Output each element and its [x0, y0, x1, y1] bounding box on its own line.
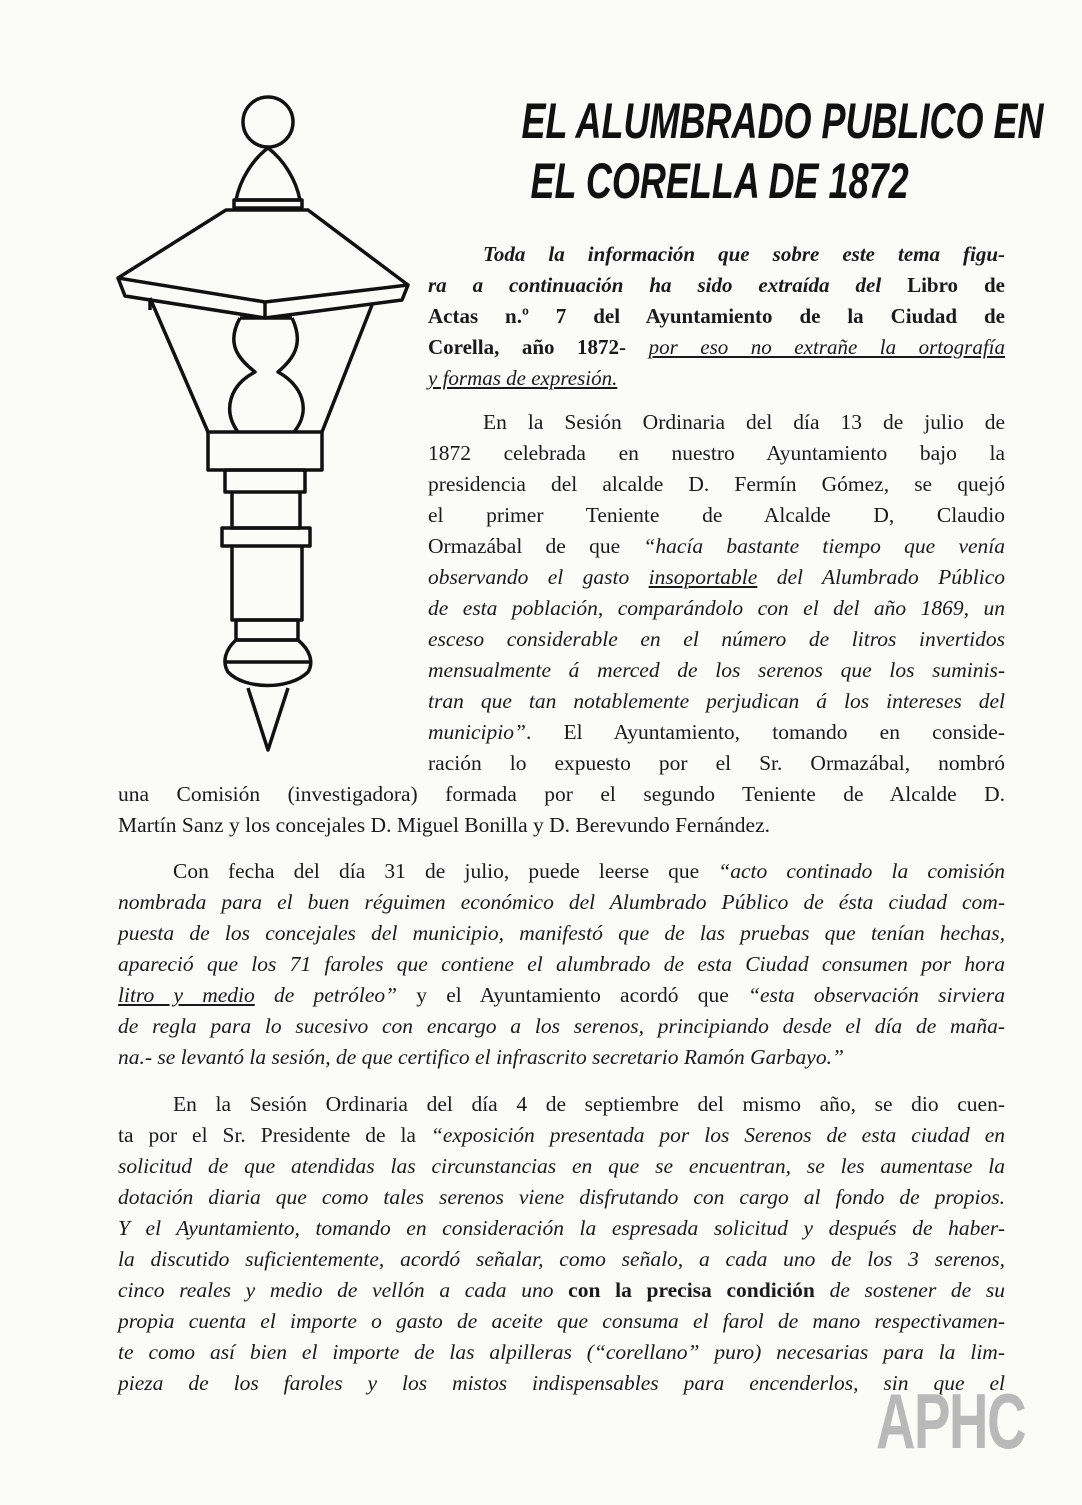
text-segment: del Alumbrado Público: [757, 565, 1005, 589]
text-line: [428, 655, 1005, 686]
text-segment: ración lo expuesto por el Sr. Ormazábal, nombró: [428, 751, 1005, 775]
text-segment: Libro de: [881, 273, 1005, 297]
text-segment: Actas n.º 7 del Ayuntamiento de la Ciudad de: [428, 304, 1005, 328]
text-line: [118, 1042, 1005, 1073]
text-segment: solicitud de que atendidas las circunstancias en que se encuentran, se les aumentase la: [118, 1154, 1005, 1178]
text-line: [428, 562, 1005, 593]
text-line: [428, 500, 1005, 531]
text-line: [428, 407, 1005, 438]
text-segment: ra a continuación ha sido extraída del: [428, 273, 882, 297]
text-line: [118, 1244, 1005, 1275]
text-segment: “exposición presentada por los Serenos de esta ciudad en: [430, 1123, 1005, 1147]
text-segment: En la Sesión Ordinaria del día 13 de julio de: [483, 410, 1005, 434]
text-segment: litro y medio: [118, 983, 255, 1007]
text-segment: por eso no extrañe la ortografía: [648, 335, 1005, 359]
text-segment: propia cuenta el importe o gasto de aceite que consuma el farol de mano respectivamen-: [118, 1309, 1005, 1333]
text-line: [118, 1151, 1005, 1182]
text-segment: dotación diaria que como tales serenos viene disfrutando con cargo al fondo de propios.: [118, 1185, 1005, 1209]
text-segment: Martín Sanz y los concejales D. Miguel Bonilla y D. Berevundo Fernández.: [118, 813, 771, 837]
text-line: [118, 980, 1005, 1011]
text-segment: apareció que los 71 faroles que contiene el alumbrado de esta Ciudad consumen por hora: [118, 952, 1005, 976]
text-segment: Toda la información que sobre este tema figu-: [483, 242, 1005, 266]
text-segment: Ormazábal de que: [428, 534, 644, 558]
text-segment: una Comisión (investigadora) formada por el segundo Teniente de Alcalde D.: [118, 782, 1005, 806]
title-text: EL ALUMBRADO PUBLICO EN: [521, 93, 1044, 149]
text-line: [118, 1275, 1005, 1306]
text-line: [118, 1182, 1005, 1213]
intro-paragraph: [428, 239, 1005, 394]
paragraph-3: [118, 1089, 1005, 1399]
text-segment: de regla para lo sucesivo con encargo a los serenos, principiando desde el día de maña-: [118, 1014, 1005, 1038]
text-segment: pieza de los faroles y los mistos indispensables para encenderlos, sin que el: [118, 1371, 1005, 1395]
text-segment: el primer Teniente de Alcalde D, Claudio: [428, 503, 1005, 527]
text-line: [428, 239, 1005, 270]
text-line: [428, 301, 1005, 332]
text-segment: na.- se levantó la sesión, de que certifico el infrascrito secretario Ramón Garbayo.”: [118, 1045, 844, 1069]
text-segment: cinco reales y medio de vellón a cada uno: [118, 1278, 569, 1302]
text-segment: de esta población, comparándolo con el del año 1869, un: [428, 596, 1005, 620]
text-segment: con la precisa condición: [568, 1278, 815, 1302]
paragraph-2: [118, 856, 1005, 1073]
text-line: [428, 332, 1005, 363]
text-line: [428, 531, 1005, 562]
text-line: [428, 624, 1005, 655]
paragraph-1-continued: [118, 779, 1005, 841]
text-line: [118, 887, 1005, 918]
title-text: EL CORELLA DE 1872: [530, 153, 910, 209]
article-title-line-1: [420, 92, 1044, 150]
text-segment: ta por el Sr. Presidente de la: [118, 1123, 431, 1147]
text-line: [428, 686, 1005, 717]
text-segment: tran que tan notablemente perjudican á los intereses del: [428, 689, 1005, 713]
text-line: [428, 593, 1005, 624]
text-line: [428, 469, 1005, 500]
paragraph-1: [428, 407, 1005, 779]
aphc-watermark-logo: APHC: [876, 1377, 1026, 1465]
text-segment: 1872 celebrada en nuestro Ayuntamiento bajo la: [428, 441, 1005, 465]
text-segment: municipio”: [428, 720, 526, 744]
text-line: [118, 1011, 1005, 1042]
text-line: [428, 438, 1005, 469]
text-segment: de sostener de su: [814, 1278, 1005, 1302]
text-segment: te como así bien el importe de las alpilleras (“corellano” puro) necesarias para la lim-: [118, 1340, 1005, 1364]
text-line: [428, 363, 1005, 394]
text-segment: observando el gasto: [428, 565, 649, 589]
text-segment: la discutido suficientemente, acordó señalar, como señalo, a cada uno de los 3 serenos,: [118, 1247, 1005, 1271]
text-line: [118, 1213, 1005, 1244]
text-segment: mensualmente á merced de los serenos que los suminis-: [428, 658, 1005, 682]
text-line: [118, 1120, 1005, 1151]
text-line: [118, 1337, 1005, 1368]
text-line: [118, 1368, 1005, 1399]
text-segment: . El Ayuntamiento, tomando en conside-: [525, 720, 1005, 744]
text-segment: Y el Ayuntamiento, tomando en consideración la espresada solicitud y después de haber-: [118, 1216, 1005, 1240]
text-line: [428, 717, 1005, 748]
text-segment: nombrada para el buen réguimen económico del Alumbrado Público de ésta ciudad com-: [118, 890, 1005, 914]
text-line: [428, 270, 1005, 301]
text-line: [118, 949, 1005, 980]
text-line: [118, 856, 1005, 887]
text-line: [428, 748, 1005, 779]
street-lamp-illustration: [100, 90, 420, 760]
text-segment: “acto continado la comisión: [718, 859, 1005, 883]
text-segment: y formas de expresión.: [428, 366, 618, 390]
text-segment: insoportable: [648, 565, 758, 589]
text-segment: esceso considerable en el número de litros invertidos: [428, 627, 1005, 651]
text-segment: Con fecha del día 31 de julio, puede leerse que: [173, 859, 719, 883]
text-line: [118, 1306, 1005, 1337]
text-segment: Corella, año 1872-: [428, 335, 649, 359]
text-segment: “esta observación sirviera: [748, 983, 1005, 1007]
text-line: [118, 918, 1005, 949]
text-segment: En la Sesión Ordinaria del día 4 de septiembre del mismo año, se dio cuen-: [173, 1092, 1005, 1116]
text-line: [118, 1089, 1005, 1120]
text-segment: presidencia del alcalde D. Fermín Gómez, se quejó: [428, 472, 1005, 496]
text-line: [118, 810, 1005, 841]
text-segment: y el Ayuntamiento acordó que: [397, 983, 749, 1007]
text-segment: “hacía bastante tiempo que venía: [643, 534, 1006, 558]
text-line: [118, 779, 1005, 810]
text-segment: puesta de los concejales del municipio, manifestó que de las pruebas que tenían hechas,: [118, 921, 1005, 945]
article-title-line-2: [420, 152, 1020, 210]
text-segment: de petróleo”: [254, 983, 398, 1007]
